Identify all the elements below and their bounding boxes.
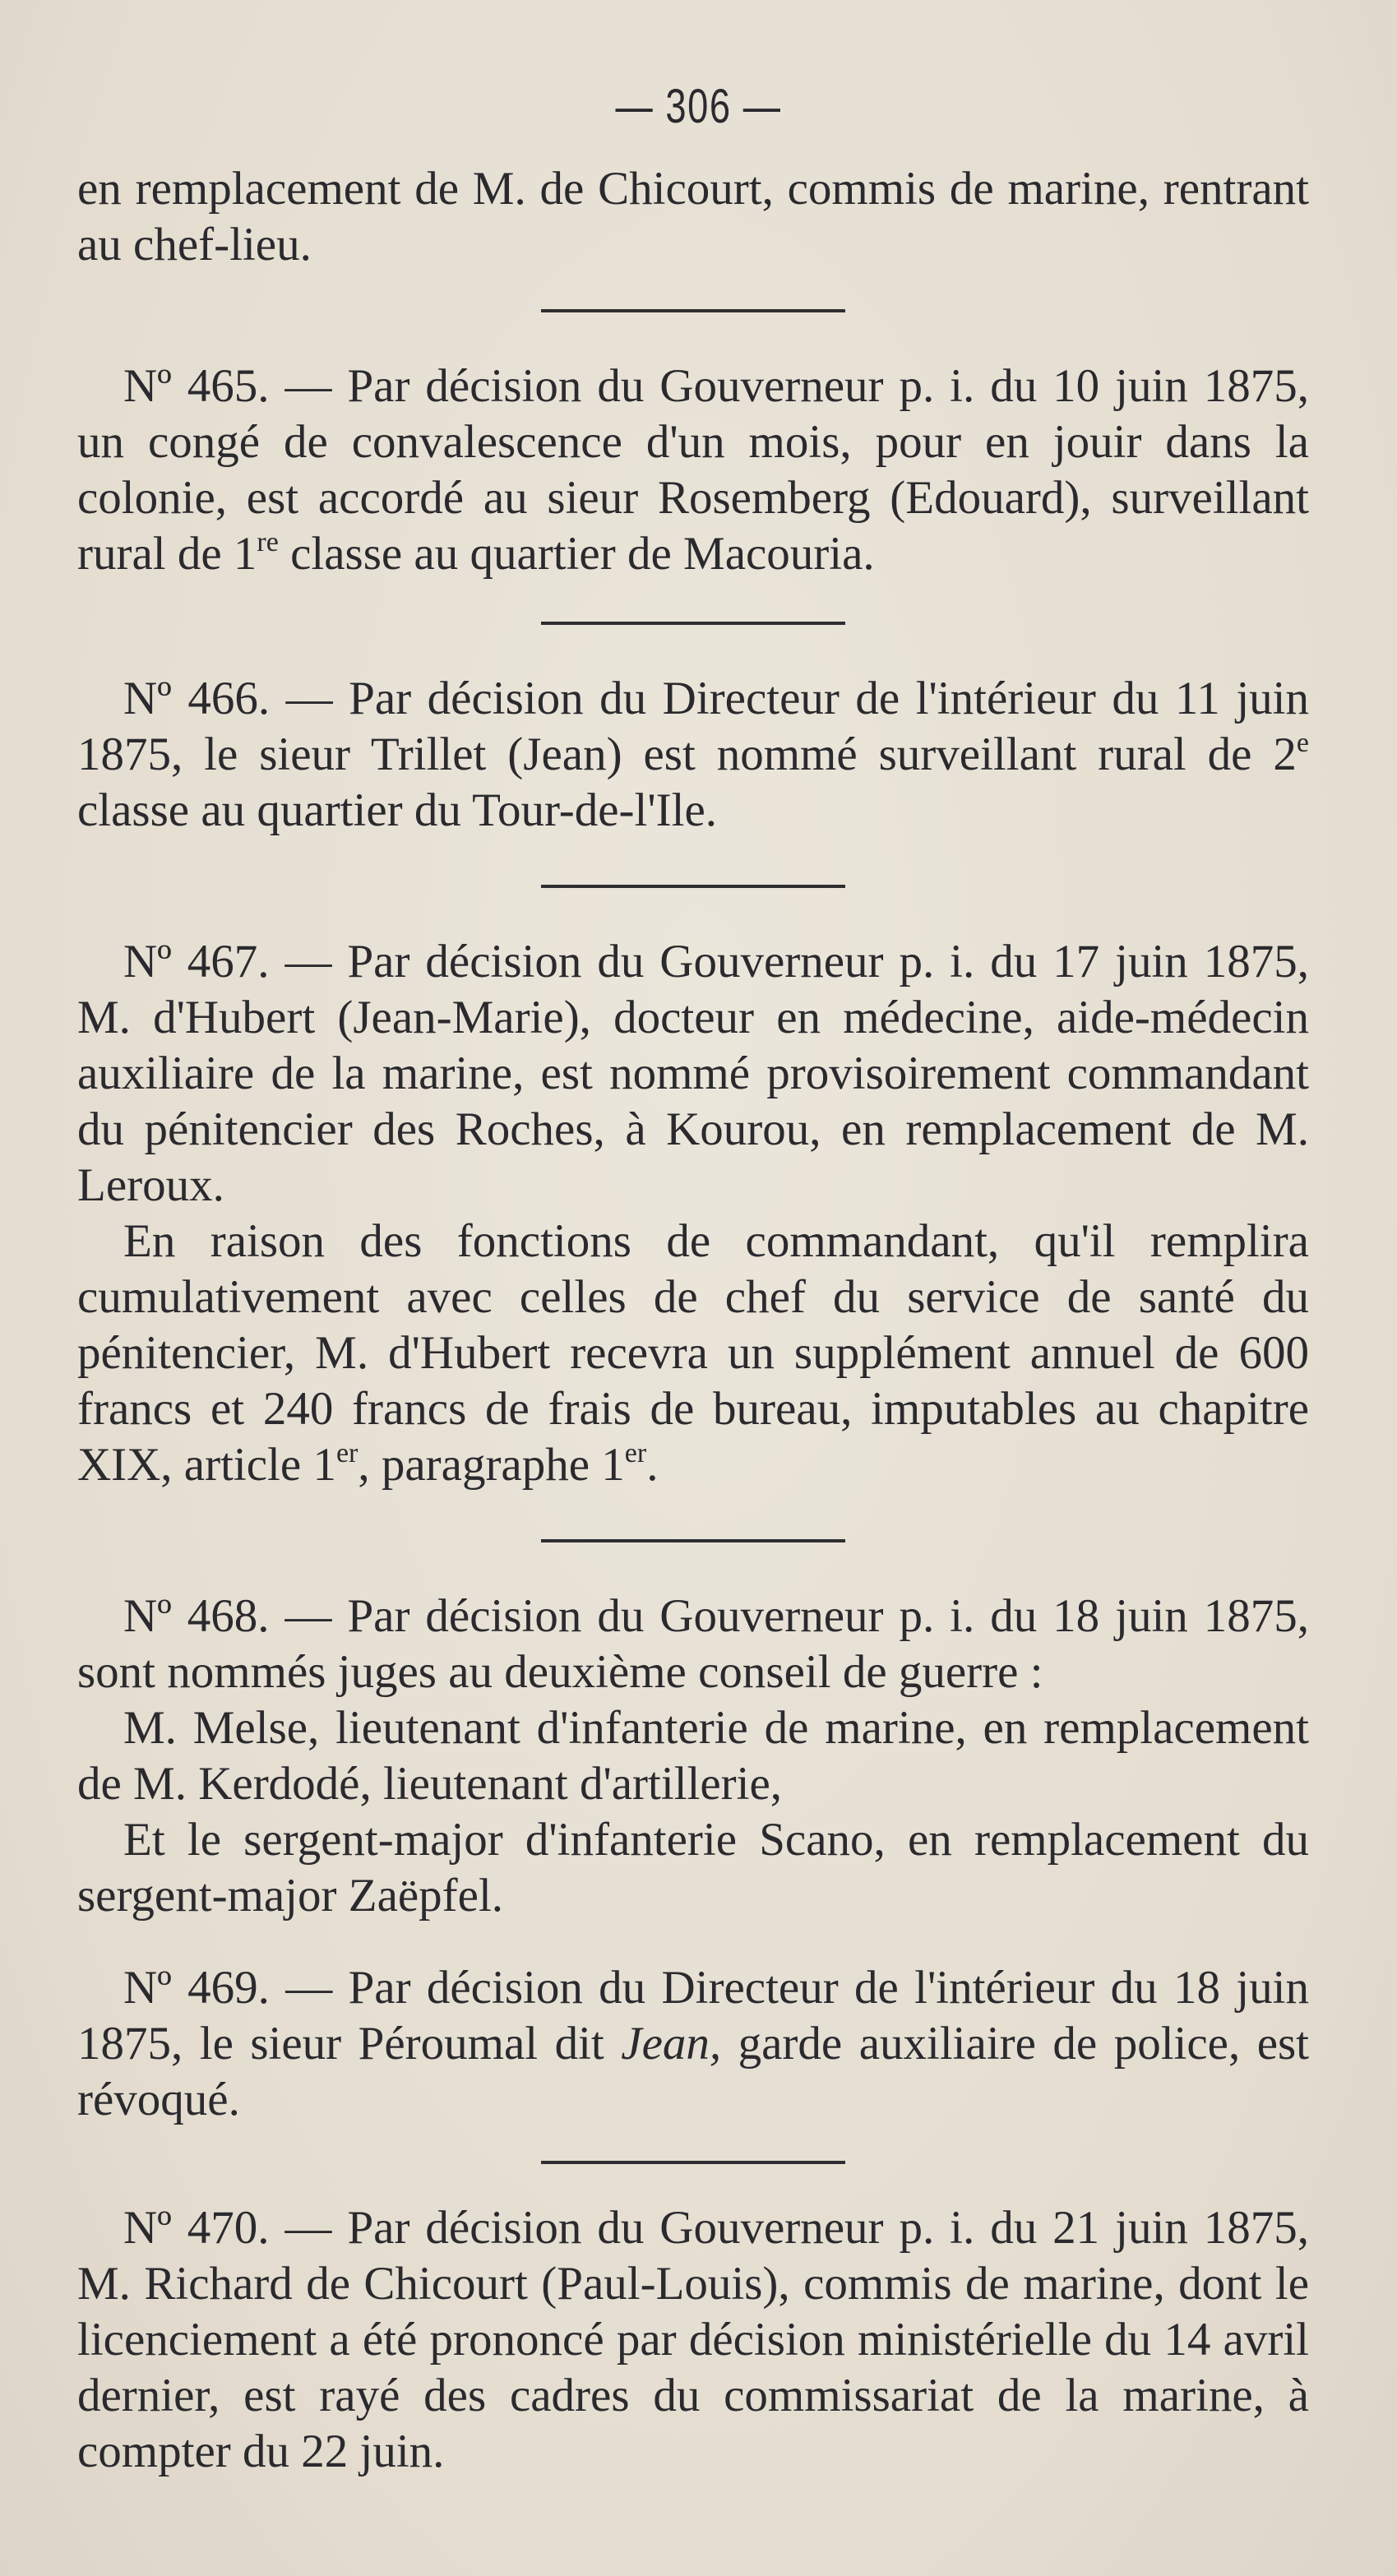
entry-468-appointee-2: Et le sergent-major d'infanterie Scano, en remplacement du sergent-major Zaëpfel. <box>77 1814 1309 1922</box>
intro-paragraph: en remplacement de M. de Chicourt, commis de marine, rentrant au chef-lieu. <box>77 163 1309 271</box>
section-divider <box>541 2161 845 2164</box>
entry-468 <box>77 1589 1309 1700</box>
entry-text: — Par décision du Gouverneur p. i. du 18 juin 1875, sont nommés juges au deuxième conseil de guerre : <box>77 1590 1310 1698</box>
superscript: er <box>335 1438 359 1468</box>
entry-text: En raison des fonctions de commandant, qu'il remplira cumulativement avec celles de chef du service de santé du pénitencier, M. d'Hubert recevra un supplément annuel de 600 francs et 240 francs de frais de bureau, imputables au chapitre XIX, article 1er, paragraphe 1er. <box>77 1215 1309 1491</box>
superscript: er <box>624 1438 647 1468</box>
section-divider <box>541 885 845 888</box>
entry-number: Nº 466. <box>123 673 271 724</box>
entry-text: — Par décision du Gouverneur p. i. du 10 juin 1875, un congé de convalescence d'un mois, pour en jouir dans la colonie, est accordé au sieur Rosemberg (Edouard), surveillant rural de 1re classe au quartier de Macouria. <box>77 360 1310 580</box>
entry-467-continuation <box>77 1214 1309 1493</box>
entry-text: — Par décision du Gouverneur p. i. du 21 juin 1875, M. Richard de Chicourt (Paul-Louis), commis de marine, dont le licenciement a été prononcé par décision ministérielle du 14 avril dernier, est rayé des cadres du commissariat de la marine, à compter du 22 juin. <box>77 2202 1310 2477</box>
section-divider <box>541 1539 845 1542</box>
page-number: — 306 — <box>615 80 782 133</box>
entry-number: Nº 470. <box>123 2202 270 2254</box>
section-divider <box>541 622 845 625</box>
entry-number: Nº 465. <box>123 360 270 412</box>
entry-465 <box>77 358 1309 582</box>
entry-470 <box>77 2200 1309 2480</box>
section-divider <box>541 309 845 312</box>
entry-number: Nº 467. <box>123 936 270 987</box>
superscript: re <box>257 527 279 557</box>
entry-467 <box>77 934 1309 1214</box>
entry-number: Nº 469. <box>123 1962 270 2014</box>
entry-466 <box>77 671 1309 839</box>
entry-text-italic: Jean, <box>621 2018 722 2070</box>
entry-text: — Par décision du Gouverneur p. i. du 17 juin 1875, M. d'Hubert (Jean-Marie), docteur en médecine, aide-médecin auxiliaire de la marine, est nommé provisoirement commandant du pénitencier des Roches, à Kourou, en remplacement de M. Leroux. <box>77 936 1310 1211</box>
entry-469 <box>77 1960 1309 2128</box>
document-body <box>77 161 1309 2480</box>
superscript: e <box>1296 728 1309 758</box>
entry-text: garde auxiliaire de police, est révoqué. <box>77 2018 1310 2125</box>
entry-468-appointee-1: M. Melse, lieutenant d'infanterie de marine, en remplacement de M. Kerdodé, lieutenant d'artillerie, <box>77 1702 1309 1810</box>
entry-text: — Par décision du Directeur de l'intérieur du 11 juin 1875, le sieur Trillet (Jean) est nommé surveillant rural de 2e classe au quartier du Tour-de-l'Ile. <box>77 673 1309 836</box>
entry-text: — Par décision du Directeur de l'intérieur du 18 juin 1875, le sieur Péroumal dit <box>77 1962 1309 2070</box>
entry-number: Nº 468. <box>123 1590 270 1642</box>
